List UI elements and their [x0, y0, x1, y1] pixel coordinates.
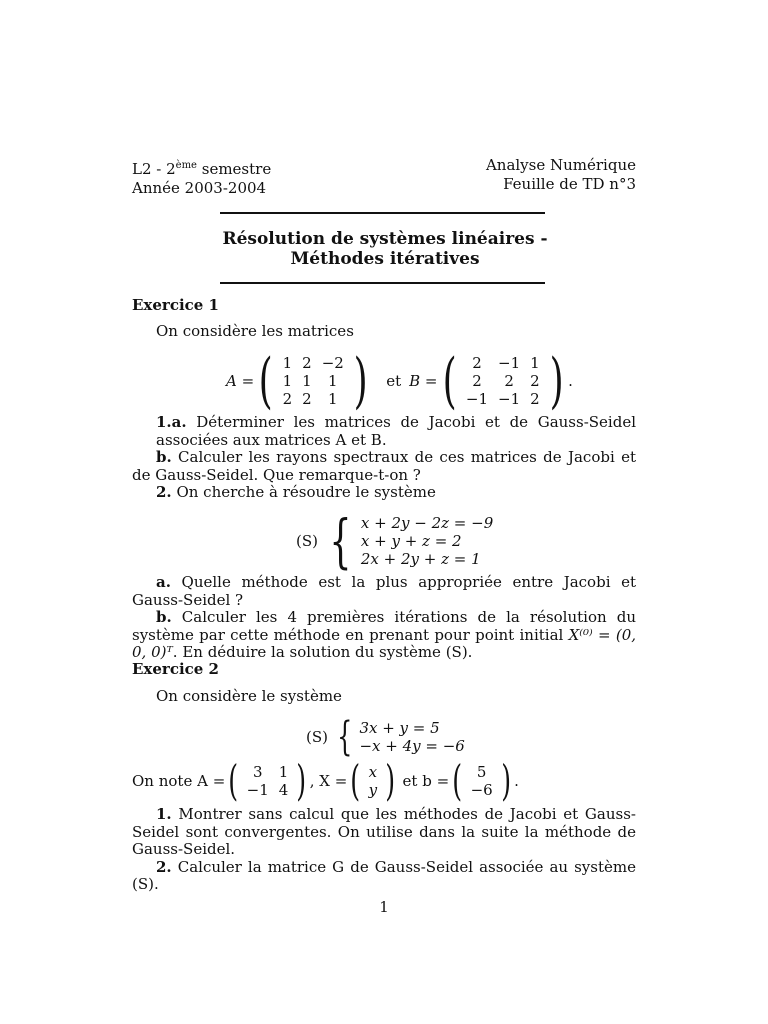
matrix-cell: 1: [302, 372, 312, 390]
matrix-row: [242, 781, 294, 799]
matrix-cell: 4: [278, 781, 289, 799]
exercise-1-intro: On considère les matrices: [156, 322, 354, 340]
matrix-cell: −1: [498, 354, 521, 372]
matrix-row: [466, 763, 498, 781]
matrix-cell: 3: [252, 763, 263, 781]
header-left: [132, 156, 271, 198]
matrix-cell: 1: [282, 372, 293, 390]
matrix-cell: −1: [246, 781, 269, 799]
matrix-row: [461, 372, 545, 390]
sheet-number: Feuille de TD n°3: [503, 175, 636, 193]
matrix-row: [278, 354, 349, 372]
matrix-row: [364, 763, 382, 781]
matrix-cell: 1: [530, 354, 540, 372]
vector-X: ( x y ): [350, 756, 396, 805]
system-equation: −x + 4y = −6: [359, 737, 465, 755]
matrix-row: [466, 781, 498, 799]
exercise-1-questions: 1.a. Déterminer les matrices de Jacobi et de Gauss-Seidel associées aux matrices A et B. b. Calculer les rayons spectraux de ces matrices de Jacobi et de Gauss-Seidel. Que remarque-t-on ? 2. On cherche à résoudre le système: [132, 413, 636, 501]
matrix-cell: 1: [282, 354, 293, 372]
title-rule-top: [220, 212, 545, 214]
matrix-cell: 1: [327, 390, 338, 408]
matrix-cell: 2: [472, 354, 482, 372]
matrix-cell: 2: [302, 354, 312, 372]
system-equation: 2x + 2y + z = 1: [360, 550, 481, 568]
matrix-cell: 5: [476, 763, 487, 781]
matrix-row: [461, 354, 545, 372]
matrix-cell: 1: [327, 372, 338, 390]
matrix-B-label: B =: [409, 372, 438, 390]
matrix-A: ( 1 2 −2 1 1 1 2 2 1 ): [258, 346, 368, 416]
matrix-cell: 2: [530, 372, 540, 390]
matrix-row: [278, 372, 349, 390]
matrix-cell: −2: [321, 354, 344, 372]
notation-line: On note A = ( 3 1 −1 4 ) , X = ( x y ) et b = ( 5 −6 ) .: [132, 756, 519, 805]
matrix-row: [461, 390, 545, 408]
vector-b: ( 5 −6 ): [452, 756, 511, 805]
matrices-A-B: A = ( 1 2 −2 1 1 1 2 2 1 ) et B = ( 2 −1 1 2 2 2 −1 −1 2 ) .: [226, 346, 573, 416]
header-right: [420, 156, 636, 194]
document-title: Résolution de systèmes linéaires - Méthodes itératives: [222, 229, 548, 269]
matrix-cell: x: [368, 763, 378, 781]
system-label: (S): [296, 532, 318, 550]
matrix-cell: −1: [498, 390, 521, 408]
matrix-cell: −6: [470, 781, 493, 799]
matrix-cell: 2: [530, 390, 540, 408]
matrix-A2: ( 3 1 −1 4 ): [228, 756, 307, 805]
matrix-cell: 2: [282, 390, 293, 408]
et-text: et: [386, 372, 402, 390]
matrix-cell: 2: [302, 390, 312, 408]
matrix-cell: −1: [465, 390, 489, 408]
page-number: 1: [379, 898, 389, 916]
matrix-cell: 2: [504, 372, 514, 390]
system-S-1: (S) { x + 2y − 2z = −9 x + y + z = 2 2x + 2y + z = 1: [296, 507, 494, 575]
exercise-1-heading: Exercice 1: [132, 296, 219, 314]
course-name: Analyse Numérique: [485, 156, 636, 174]
matrix-row: [242, 763, 294, 781]
exercise-2-questions: 1. Montrer sans calcul que les méthodes de Jacobi et Gauss-Seidel sont convergentes. On utilise dans la suite la méthode de Gauss-Seidel. 2. Calculer la matrice G de Gauss-Seidel associée au système (S).: [132, 805, 636, 893]
title-rule-bottom: [220, 282, 545, 284]
system-equation: x + y + z = 2: [360, 532, 462, 550]
matrix-cell: 1: [278, 763, 289, 781]
matrix-cell: 2: [472, 372, 482, 390]
exercise-2-intro: On considère le système: [156, 687, 342, 705]
exercise-2-heading: Exercice 2: [132, 660, 219, 678]
exercise-1-questions-2: a. Quelle méthode est la plus appropriée entre Jacobi et Gauss-Seidel ? b. Calculer les 4 premières itérations de la résolution du système par cette méthode en prenant pour point initial X⁽⁰⁾ = (0, 0, 0)ᵀ. En déduire la solution du système (S).: [132, 573, 637, 661]
course-level: L2 - 2ème semestre: [132, 160, 272, 178]
matrix-A-label: A =: [226, 372, 255, 390]
system-equation: x + 2y − 2z = −9: [360, 514, 494, 532]
matrix-row: [364, 781, 382, 799]
matrix-cell: y: [368, 781, 378, 799]
system-equation: 3x + y = 5: [359, 719, 440, 737]
system-label: (S): [306, 728, 328, 746]
system-S-2: (S) { 3x + y = 5 −x + 4y = −6: [306, 714, 465, 760]
academic-year: Année 2003-2004: [132, 179, 267, 197]
matrix-row: [278, 390, 349, 408]
matrix-B: ( 2 −1 1 2 2 2 −1 −1 2 ): [442, 346, 564, 416]
